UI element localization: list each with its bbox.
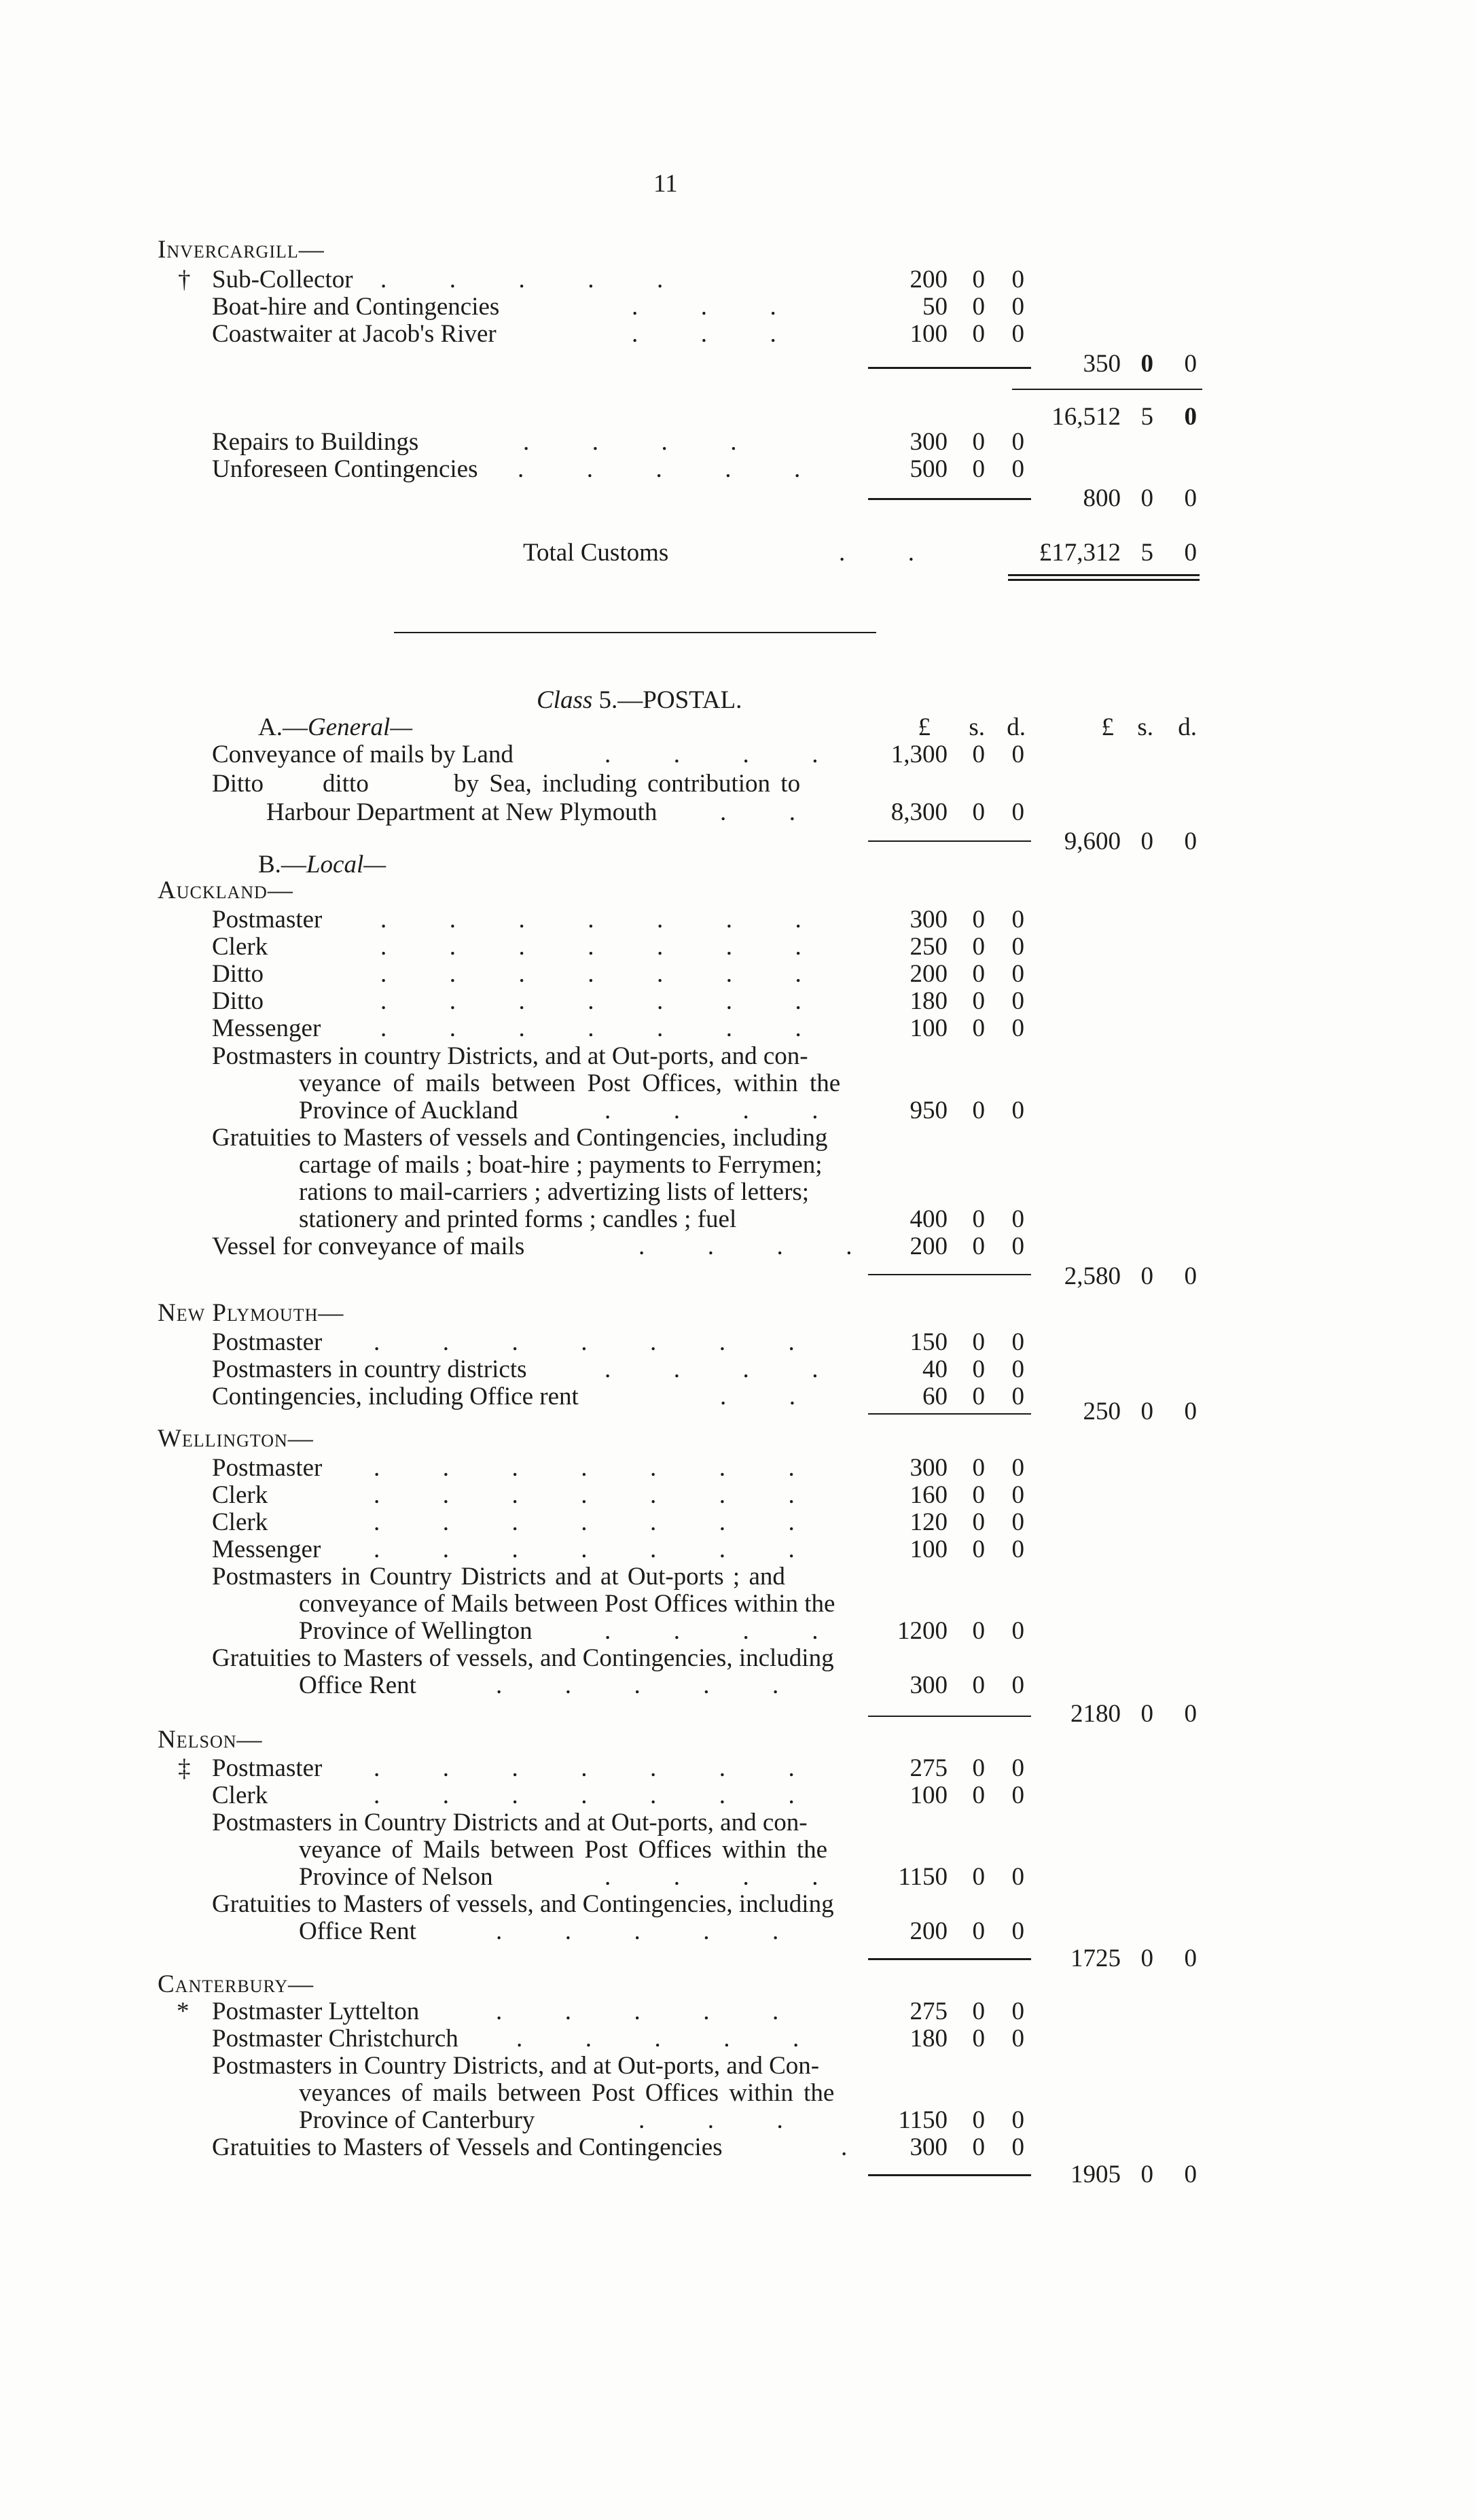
amount-pence: 0: [1011, 2106, 1024, 2134]
leader-dots: . . . . . . .: [380, 987, 802, 1015]
invercargill-row-label: Boat-hire and Contingencies: [212, 293, 500, 321]
auckland-row-label: Postmaster: [212, 906, 323, 934]
leader-dots: . . . .: [605, 1097, 818, 1124]
wellington-line: Office Rent: [299, 1671, 416, 1699]
amount-shillings: 0: [972, 1454, 985, 1482]
amount-shillings: 0: [972, 906, 985, 934]
double-rule: [1008, 574, 1200, 581]
amount-shillings: 0: [972, 1097, 985, 1124]
nelson-row-label: Clerk: [212, 1781, 268, 1809]
subtotal-pence: 0: [1184, 1945, 1197, 1972]
leader-dots: . . . .: [605, 1863, 818, 1891]
leader-dots: . . . . . . .: [374, 1481, 795, 1509]
rule: [1012, 389, 1202, 390]
amount-pounds: 200: [910, 1232, 948, 1260]
col-header-pence: d.: [1007, 713, 1026, 741]
postal-class-heading: [537, 686, 742, 715]
leader-dots: . . . . . . .: [380, 906, 802, 934]
amount-shillings: 0: [972, 1481, 985, 1509]
subtotal-pounds: 1725: [1070, 1945, 1121, 1972]
amount-shillings: 0: [972, 1232, 985, 1260]
nelson-line: Province of Nelson: [299, 1863, 493, 1891]
local-heading: [258, 851, 386, 879]
amount-shillings: 0: [972, 798, 985, 826]
auckland-line: stationery and printed forms ; candles ; fuel: [299, 1205, 737, 1233]
subtotal-pounds: 800: [1083, 484, 1121, 512]
leader-dots: . .: [720, 798, 795, 826]
subtotal-pounds: 350: [1083, 350, 1121, 378]
amount-shillings: 0: [972, 741, 985, 768]
rule: [868, 498, 1031, 500]
canterbury-line: Gratuities to Masters of Vessels and Contingencies: [212, 2133, 723, 2161]
amount-pounds: 250: [910, 933, 948, 961]
amount-shillings: 0: [972, 1863, 985, 1891]
section-prefix: B.—: [258, 851, 306, 879]
rule: [868, 1413, 1031, 1415]
nelson-line: veyance of Mails between Post Offices within the: [299, 1836, 828, 1864]
class-word: Class: [537, 686, 593, 714]
amount-pence: 0: [1011, 1328, 1024, 1356]
running-total-pence: 0: [1184, 403, 1197, 431]
subtotal-pence: 0: [1184, 828, 1197, 855]
amount-pence: 0: [1011, 428, 1024, 456]
wellington-line: Province of Wellington: [299, 1617, 533, 1645]
subtotal-shillings: 0: [1140, 1945, 1153, 1972]
leader-dots: . . . . .: [518, 455, 801, 483]
amount-pence: 0: [1011, 906, 1024, 934]
auckland-line: veyance of mails between Post Offices, within the: [299, 1069, 841, 1097]
amount-shillings: 0: [972, 455, 985, 483]
amount-shillings: 0: [972, 2025, 985, 2053]
amount-pence: 0: [1011, 798, 1024, 826]
subtotal-shillings: 0: [1140, 1262, 1153, 1290]
wellington-line: Postmasters in Country Districts and at Out-ports ; and: [212, 1563, 785, 1591]
amount-pounds: 150: [910, 1328, 948, 1356]
amount-pounds: 50: [922, 293, 948, 321]
amount-shillings: 0: [972, 428, 985, 456]
section-title: Local—: [306, 851, 386, 879]
amount-pence: 0: [1011, 1355, 1024, 1383]
amount-pounds: 40: [922, 1355, 948, 1383]
leader-dots: . . . . . . .: [374, 1454, 795, 1482]
leader-dots: . . . .: [605, 1617, 818, 1645]
leader-dots: . .: [720, 1383, 795, 1410]
leader-dots: . . . . . . .: [374, 1508, 795, 1536]
auckland-line: Vessel for conveyance of mails: [212, 1232, 525, 1260]
wellington-line: conveyance of Mails between Post Offices within the: [299, 1590, 835, 1618]
new-plymouth-row-label: Postmaster: [212, 1328, 323, 1356]
section-prefix: A.—: [258, 713, 308, 741]
invercargill-row-label: Coastwaiter at Jacob's River: [212, 320, 497, 348]
amount-shillings: 0: [972, 960, 985, 988]
amount-pence: 0: [1011, 2133, 1024, 2161]
amount-pounds: 60: [922, 1383, 948, 1410]
amount-shillings: 0: [972, 320, 985, 348]
class-title: 5.—POSTAL.: [598, 686, 742, 714]
amount-shillings: 0: [972, 1998, 985, 2025]
amount-pence: 0: [1011, 1917, 1024, 1945]
rule: [868, 1958, 1031, 1960]
wellington-line: Gratuities to Masters of vessels, and Contingencies, including: [212, 1644, 834, 1672]
leader-dots: . . . . .: [496, 1671, 779, 1699]
subtotal-shillings: 0: [1140, 484, 1153, 512]
subtotal-shillings: 0: [1140, 1700, 1153, 1728]
amount-shillings: 0: [972, 1754, 985, 1782]
nelson-line: Postmasters in Country Districts and at Out-ports, and con-: [212, 1809, 808, 1836]
general-line: ditto: [323, 770, 369, 798]
amount-pounds: 300: [910, 2133, 948, 2161]
leader-dots: . . . .: [523, 428, 737, 456]
auckland-line: Gratuities to Masters of vessels and Contingencies, including: [212, 1124, 828, 1152]
leader-dots: . . . .: [605, 1355, 818, 1383]
amount-pounds: 400: [910, 1205, 948, 1233]
asterisk-marker: *: [177, 1998, 190, 2025]
col-header-pence: d.: [1178, 713, 1197, 741]
amount-pounds: 100: [910, 1781, 948, 1809]
auckland-row-label: Clerk: [212, 933, 268, 961]
amount-pounds: 300: [910, 1454, 948, 1482]
amount-pence: 0: [1011, 1205, 1024, 1233]
amount-pounds: 950: [910, 1097, 948, 1124]
amount-pounds: 1,300: [890, 741, 948, 768]
amount-pence: 0: [1011, 1781, 1024, 1809]
col-header-pounds: £: [918, 713, 931, 741]
new-plymouth-row-label: Postmasters in country districts: [212, 1355, 527, 1383]
subtotal-pence: 0: [1184, 2161, 1197, 2188]
amount-pounds: 500: [910, 455, 948, 483]
amount-shillings: 0: [972, 933, 985, 961]
running-total-pounds: 16,512: [1051, 403, 1121, 431]
amount-pence: 0: [1011, 293, 1024, 321]
amount-pounds: 300: [910, 428, 948, 456]
amount-pence: 0: [1011, 1998, 1024, 2025]
amount-pence: 0: [1011, 1536, 1024, 1563]
amount-pounds: 180: [910, 987, 948, 1015]
nelson-line: Office Rent: [299, 1917, 416, 1945]
leader-dots: . . . . .: [380, 266, 664, 294]
customs-row-label: Unforeseen Contingencies: [212, 455, 478, 483]
amount-pence: 0: [1011, 933, 1024, 961]
wellington-row-label: Clerk: [212, 1481, 268, 1509]
amount-shillings: 0: [972, 1355, 985, 1383]
new-plymouth-heading: New Plymouth—: [158, 1299, 344, 1327]
total-customs-pounds: £17,312: [1039, 539, 1121, 567]
amount-pounds: 275: [910, 1998, 948, 2025]
amount-shillings: 0: [972, 1536, 985, 1563]
subtotal-pounds: 250: [1083, 1398, 1121, 1425]
amount-pounds: 200: [910, 960, 948, 988]
wellington-row-label: Messenger: [212, 1536, 321, 1563]
col-header-shillings: s.: [969, 713, 985, 741]
leader-dots: . . .: [632, 320, 776, 348]
amount-pounds: 300: [910, 1671, 948, 1699]
subtotal-pounds: 2,580: [1064, 1262, 1121, 1290]
auckland-line: Postmasters in country Districts, and at Out-ports, and con-: [212, 1042, 808, 1070]
general-line: Conveyance of mails by Land: [212, 741, 514, 768]
col-header-shillings: s.: [1137, 713, 1153, 741]
amount-shillings: 0: [972, 1328, 985, 1356]
leader-dots: . . . .: [638, 1232, 852, 1260]
amount-pounds: 1150: [898, 1863, 948, 1891]
amount-shillings: 0: [972, 1014, 985, 1042]
subtotal-pounds: 9,600: [1064, 828, 1121, 855]
amount-pence: 0: [1011, 1671, 1024, 1699]
amount-shillings: 0: [972, 2133, 985, 2161]
leader-dots: .: [841, 2133, 848, 2161]
leader-dots: . . . . . . .: [380, 933, 802, 961]
amount-shillings: 0: [972, 293, 985, 321]
leader-dots: . . . . . . .: [380, 1014, 802, 1042]
rule: [868, 2174, 1031, 2176]
amount-pence: 0: [1011, 1014, 1024, 1042]
section-divider: [394, 632, 876, 633]
leader-dots: . . .: [638, 2106, 783, 2134]
auckland-row-label: Ditto: [212, 960, 264, 988]
leader-dots: . . . . . . .: [374, 1781, 795, 1809]
subtotal-shillings: 0: [1140, 350, 1153, 378]
canterbury-line: veyances of mails between Post Offices within the: [299, 2079, 835, 2107]
leader-dots: . . . . . . .: [374, 1536, 795, 1563]
nelson-heading: Nelson—: [158, 1726, 263, 1754]
amount-pounds: 1200: [897, 1617, 948, 1645]
amount-pounds: 275: [910, 1754, 948, 1782]
dagger-marker: †: [178, 266, 191, 294]
amount-pence: 0: [1011, 1754, 1024, 1782]
amount-pounds: 100: [910, 320, 948, 348]
leader-dots: . . . . . . .: [374, 1754, 795, 1782]
subtotal-shillings: 0: [1140, 828, 1153, 855]
amount-shillings: 0: [972, 266, 985, 294]
amount-pence: 0: [1011, 1454, 1024, 1482]
canterbury-row-label: Postmaster Lyttelton: [212, 1998, 420, 2025]
auckland-heading: Auckland—: [158, 876, 293, 904]
amount-pence: 0: [1011, 320, 1024, 348]
leader-dots: . . .: [632, 293, 776, 321]
amount-shillings: 0: [972, 1205, 985, 1233]
nelson-line: Gratuities to Masters of vessels, and Contingencies, including: [212, 1890, 834, 1918]
amount-pounds: 1150: [898, 2106, 948, 2134]
leader-dots: . . . . . . .: [380, 960, 802, 988]
leader-dots: . .: [839, 539, 914, 567]
amount-shillings: 0: [972, 1781, 985, 1809]
subtotal-pence: 0: [1184, 1700, 1197, 1728]
amount-shillings: 0: [972, 1383, 985, 1410]
amount-pence: 0: [1011, 1097, 1024, 1124]
auckland-line: rations to mail-carriers ; advertizing lists of letters;: [299, 1178, 810, 1206]
amount-pence: 0: [1011, 2025, 1024, 2053]
canterbury-line: Postmasters in Country Districts, and at Out-ports, and Con-: [212, 2052, 820, 2080]
running-total-shillings: 5: [1140, 403, 1153, 431]
col-header-pounds: £: [1101, 713, 1114, 741]
auckland-line: cartage of mails ; boat-hire ; payments to Ferrymen;: [299, 1151, 823, 1179]
rule: [868, 840, 1031, 842]
subtotal-pounds: 1905: [1070, 2161, 1121, 2188]
amount-pence: 0: [1011, 1508, 1024, 1536]
canterbury-heading: Canterbury—: [158, 1970, 314, 1998]
amount-pence: 0: [1011, 1232, 1024, 1260]
amount-pence: 0: [1011, 1863, 1024, 1891]
section-title: General—: [307, 713, 413, 741]
amount-pounds: 180: [910, 2025, 948, 2053]
amount-pounds: 120: [910, 1508, 948, 1536]
leader-dots: . . . . .: [496, 1917, 779, 1945]
total-customs-label: Total Customs: [523, 539, 669, 567]
leader-dots: . . . . . . .: [374, 1328, 795, 1356]
subtotal-pence: 0: [1184, 350, 1197, 378]
wellington-heading: Wellington—: [158, 1425, 314, 1453]
nelson-row-label: Postmaster: [212, 1754, 323, 1782]
page-number: 11: [653, 170, 678, 198]
amount-pence: 0: [1011, 1383, 1024, 1410]
amount-pounds: 160: [910, 1481, 948, 1509]
general-line: by Sea, including contribution to: [454, 770, 801, 798]
invercargill-row-label: Sub-Collector: [212, 266, 353, 294]
amount-pounds: 300: [910, 906, 948, 934]
total-customs-shillings: 5: [1140, 539, 1153, 567]
general-line: Ditto: [212, 770, 264, 798]
canterbury-line: Province of Canterbury: [299, 2106, 535, 2134]
amount-shillings: 0: [972, 987, 985, 1015]
amount-pounds: 200: [910, 1917, 948, 1945]
amount-pounds: 100: [910, 1536, 948, 1563]
amount-shillings: 0: [972, 2106, 985, 2134]
amount-pence: 0: [1011, 455, 1024, 483]
amount-pounds: 8,300: [890, 798, 948, 826]
amount-shillings: 0: [972, 1917, 985, 1945]
leader-dots: . . . . .: [496, 1998, 779, 2025]
rule: [868, 1716, 1031, 1717]
rule: [868, 367, 1031, 369]
general-line: Harbour Department at New Plymouth: [266, 798, 658, 826]
amount-pence: 0: [1011, 987, 1024, 1015]
subtotal-pounds: 2180: [1070, 1700, 1121, 1728]
subtotal-pence: 0: [1184, 1398, 1197, 1425]
new-plymouth-row-label: Contingencies, including Office rent: [212, 1383, 579, 1410]
rule: [868, 1274, 1031, 1275]
amount-pence: 0: [1011, 1481, 1024, 1509]
customs-row-label: Repairs to Buildings: [212, 428, 419, 456]
subtotal-pence: 0: [1184, 1262, 1197, 1290]
amount-pounds: 200: [910, 266, 948, 294]
auckland-line: Province of Auckland: [299, 1097, 518, 1124]
invercargill-heading: Invercargill—: [158, 236, 325, 264]
auckland-row-label: Messenger: [212, 1014, 321, 1042]
auckland-row-label: Ditto: [212, 987, 264, 1015]
amount-pence: 0: [1011, 741, 1024, 768]
subtotal-shillings: 0: [1140, 1398, 1153, 1425]
subtotal-shillings: 0: [1140, 2161, 1153, 2188]
canterbury-row-label: Postmaster Christchurch: [212, 2025, 458, 2053]
amount-shillings: 0: [972, 1617, 985, 1645]
amount-pounds: 100: [910, 1014, 948, 1042]
amount-pence: 0: [1011, 960, 1024, 988]
general-heading: [258, 713, 412, 742]
amount-pence: 0: [1011, 1617, 1024, 1645]
wellington-row-label: Clerk: [212, 1508, 268, 1536]
subtotal-pence: 0: [1184, 484, 1197, 512]
wellington-row-label: Postmaster: [212, 1454, 323, 1482]
amount-shillings: 0: [972, 1671, 985, 1699]
leader-dots: . . . .: [605, 741, 818, 768]
amount-pence: 0: [1011, 266, 1024, 294]
total-customs-pence: 0: [1184, 539, 1197, 567]
amount-shillings: 0: [972, 1508, 985, 1536]
leader-dots: . . . . .: [516, 2025, 799, 2053]
double-dagger-marker: ‡: [178, 1754, 191, 1782]
